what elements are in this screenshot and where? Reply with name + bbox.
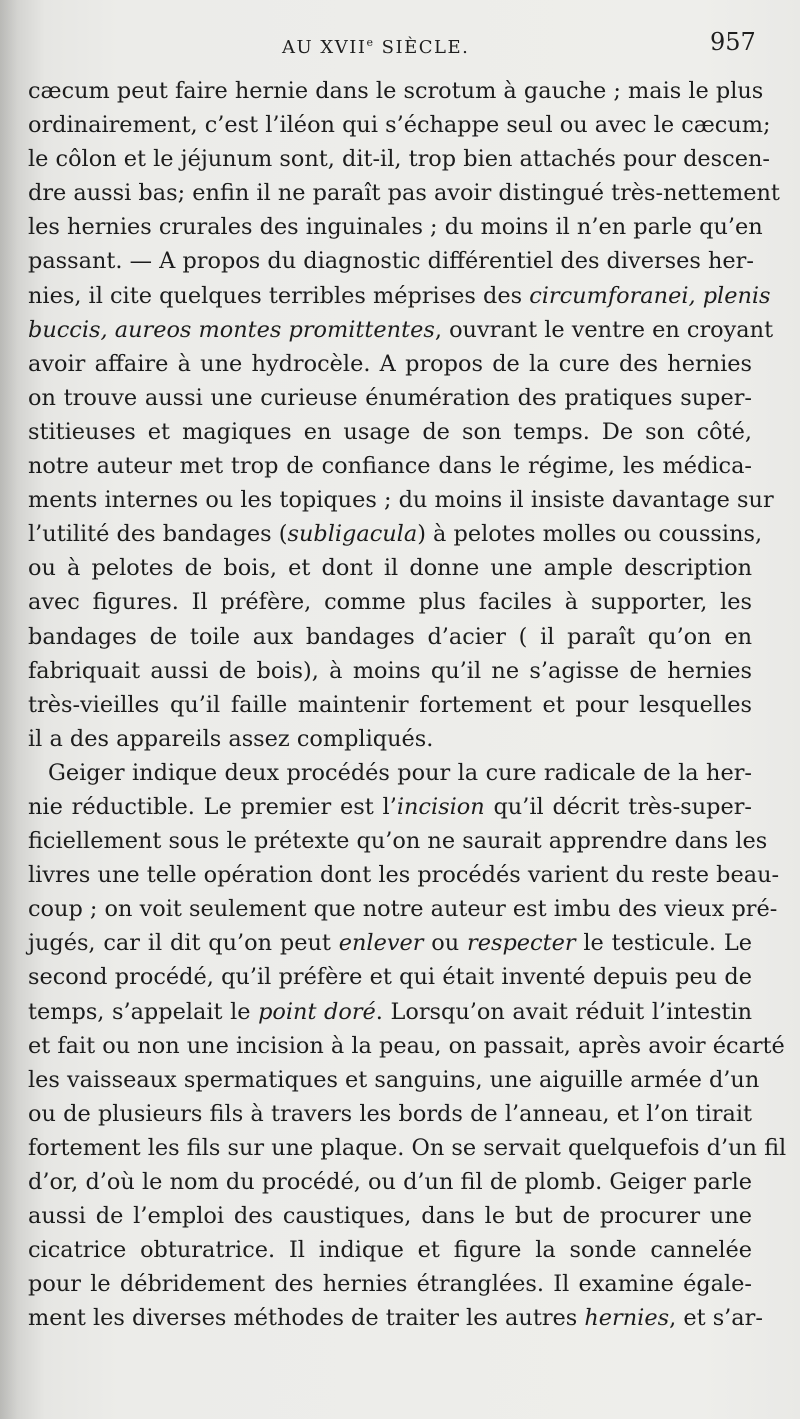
text-line [28, 381, 752, 415]
text-line [28, 74, 764, 108]
text-segment: , ouvrant le ventre en croyant [434, 316, 774, 343]
text-segment: ou à pelotes de bois, et dont il donne une ample description [28, 555, 752, 582]
text-segment: passant. — A propos du diagnostic différentiel des diverses her- [28, 248, 754, 275]
text-segment: aussi de l’emploi des caustiques, dans le but de procurer une [28, 1203, 752, 1230]
text-segment: très-vieilles qu’il faille maintenir fortement et pour lesquelles [28, 691, 752, 718]
text-segment: avec figures. Il préfère, comme plus faciles à supporter, les [28, 589, 752, 616]
text-line [28, 858, 780, 892]
text-line [28, 142, 770, 176]
text-segment: pour le débridement des hernies étranglées. Il examine égale- [28, 1271, 752, 1298]
text-line [28, 1267, 752, 1301]
text-segment: ment les diverses méthodes de traiter les autres [28, 1305, 585, 1332]
text-line [28, 1131, 787, 1165]
text-line [28, 313, 774, 347]
text-segment: qu’il décrit très-super- [484, 793, 752, 820]
italic-text: circumforanei, plenis [529, 282, 771, 309]
text-segment: coup ; on voit seulement que notre auteur est imbu des vieux pré- [28, 896, 778, 923]
text-line [28, 347, 752, 381]
text-line [28, 1097, 752, 1131]
italic-text: respecter [467, 930, 576, 957]
text-segment: stitieuses et magiques en usage de son temps. De son côté, [28, 418, 752, 445]
running-head-text: AU XVII [282, 37, 367, 58]
text-line [28, 415, 752, 449]
text-line [28, 1301, 763, 1335]
page-header [0, 26, 800, 66]
text-line [28, 756, 752, 790]
text-line [28, 995, 752, 1029]
text-line [28, 585, 752, 619]
text-line [28, 483, 774, 517]
text-line [28, 244, 752, 278]
text-line [28, 551, 752, 585]
text-segment: dre aussi bas; enfin il ne paraît pas avoir distingué très-nettement [28, 180, 780, 207]
text-segment: ficiellement sous le prétexte qu’on ne saurait apprendre dans les [28, 828, 768, 855]
text-line [28, 1029, 785, 1063]
text-line [28, 108, 771, 142]
text-line [28, 210, 763, 244]
text-segment: cicatrice obturatrice. Il indique et figure la sonde cannelée [28, 1237, 752, 1264]
text-segment: avoir affaire à une hydrocèle. A propos de la cure des hernies [28, 350, 752, 377]
text-line [28, 1165, 752, 1199]
text-segment: . Lorsqu’on avait réduit l’intestin [375, 998, 753, 1025]
text-segment: livres une telle opération dont les procédés varient du reste beau- [28, 862, 780, 889]
text-segment: ) à pelotes molles ou coussins, [417, 521, 763, 548]
text-segment: le côlon et le jéjunum sont, dit-il, trop bien attachés pour descen- [28, 146, 770, 173]
page-number: 957 [710, 28, 756, 56]
text-segment: ou de plusieurs fils à travers les bords de l’anneau, et l’on tirait [28, 1100, 752, 1127]
text-line [28, 654, 752, 688]
text-line [28, 517, 763, 551]
text-segment: les hernies crurales des inguinales ; du moins il n’en parle qu’en [28, 214, 763, 241]
text-line [28, 1199, 752, 1233]
text-segment: et fait ou non une incision à la peau, on passait, après avoir écarté [28, 1032, 785, 1059]
text-line [28, 722, 752, 756]
text-line [28, 620, 752, 654]
italic-text: subligacula [287, 521, 418, 548]
text-line [28, 926, 752, 960]
text-segment: le testicule. Le [575, 930, 752, 957]
text-segment: l’utilité des bandages ( [28, 521, 288, 548]
running-head-tail: SIÈCLE. [374, 37, 470, 58]
text-segment: les vaisseaux spermatiques et sanguins, une aiguille armée d’un [28, 1066, 760, 1093]
text-segment: bandages de toile aux bandages d’acier ( il paraît qu’on en [28, 623, 752, 650]
text-line [28, 1233, 752, 1267]
text-line [28, 1063, 760, 1097]
text-segment: ments internes ou les topiques ; du moins il insiste davantage sur [28, 487, 774, 514]
italic-text: buccis, aureos montes promittentes [28, 316, 435, 343]
text-segment: jugés, car il dit qu’on peut [28, 930, 339, 957]
body-text [28, 74, 787, 1335]
text-segment: fabriquait aussi de bois), à moins qu’il ne s’agisse de hernies [28, 657, 752, 684]
running-head [282, 36, 469, 58]
text-segment: on trouve aussi une curieuse énumération des pratiques super- [28, 384, 752, 411]
text-segment: notre auteur met trop de confiance dans le régime, les médica- [28, 453, 752, 480]
running-head-superscript: e [366, 36, 375, 49]
text-segment: il a des appareils assez compliqués. [28, 725, 434, 752]
text-line [28, 892, 778, 926]
text-segment: Geiger indique deux procédés pour la cure radicale de la her- [48, 759, 752, 786]
text-segment: cæcum peut faire hernie dans le scrotum à gauche ; mais le plus [28, 78, 764, 104]
text-segment: , et s’ar- [669, 1305, 763, 1332]
text-line [28, 279, 771, 313]
text-segment: second procédé, qu’il préfère et qui était inventé depuis peu de [28, 964, 752, 991]
text-segment: nies, il cite quelques terribles méprises des [28, 282, 530, 309]
text-segment: temps, s’appelait le [28, 998, 259, 1025]
text-line [28, 960, 752, 994]
text-segment: nie réductible. Le premier est l’ [28, 793, 397, 820]
italic-text: point doré [258, 998, 376, 1025]
text-segment: fortement les fils sur une plaque. On se servait quelquefois d’un fil [28, 1134, 787, 1161]
text-line [28, 688, 752, 722]
text-line [28, 176, 780, 210]
text-segment: ou [423, 930, 468, 957]
italic-text: incision [396, 793, 485, 820]
text-line [28, 824, 768, 858]
italic-text: enlever [338, 930, 424, 957]
text-segment: ordinairement, c’est l’iléon qui s’échappe seul ou avec le cæcum; [28, 112, 771, 139]
italic-text: hernies [584, 1305, 670, 1332]
text-line [28, 790, 752, 824]
text-segment: d’or, d’où le nom du procédé, ou d’un fil de plomb. Geiger parle [28, 1169, 752, 1195]
text-line [28, 449, 752, 483]
